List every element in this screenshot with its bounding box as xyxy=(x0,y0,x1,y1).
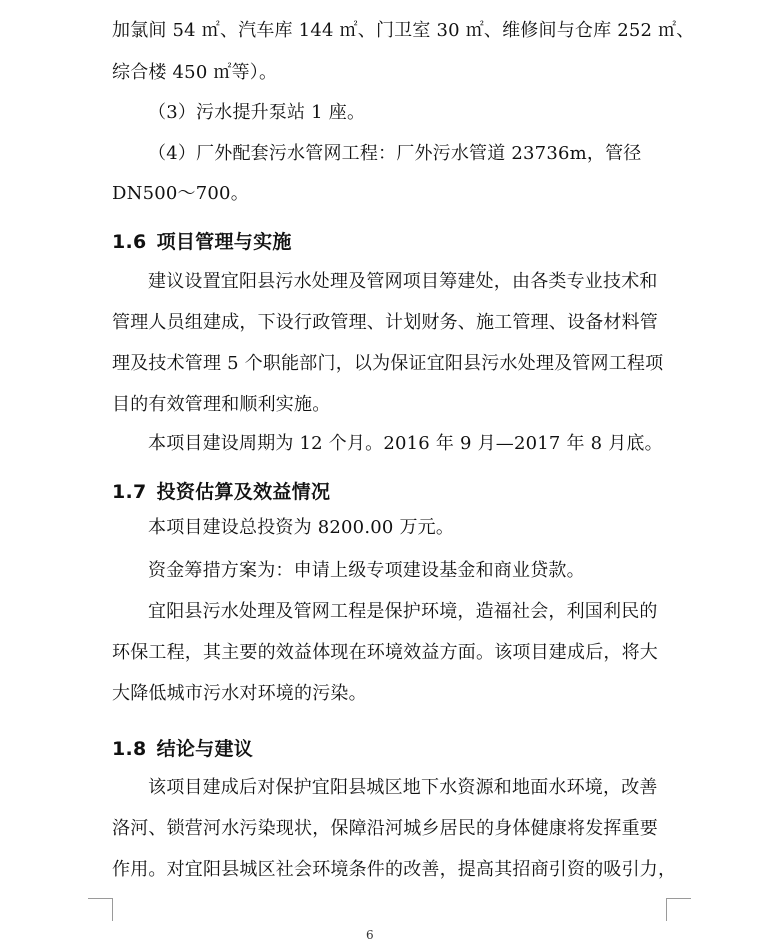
body-line: 综合楼 450 ㎡等）。 xyxy=(112,62,278,83)
paragraph-line: 资金筹措方案为：申请上级专项建设基金和商业贷款。 xyxy=(148,560,585,581)
paragraph-line: 该项目建成后对保护宜阳县城区地下水资源和地面水环境，改善 xyxy=(148,777,658,798)
section-number: 1.7 xyxy=(112,481,147,503)
paragraph-line: 大降低城市污水对环境的污染。 xyxy=(112,683,367,704)
page-corner-mark-left xyxy=(88,898,113,921)
body-line: 加氯间 54 ㎡、汽车库 144 ㎡、门卫室 30 ㎡、维修间与仓库 252 ㎡、 xyxy=(112,20,695,41)
paragraph-line: 洛河、锁营河水污染现状，保障沿河城乡居民的身体健康将发挥重要 xyxy=(112,818,658,839)
list-item-4: （4）厂外配套污水管网工程：厂外污水管道 23736m，管径 xyxy=(148,143,642,164)
page-corner-mark-right xyxy=(666,898,691,921)
section-number: 1.6 xyxy=(112,231,147,253)
body-line: DN500～700。 xyxy=(112,183,249,204)
section-heading-1-6 xyxy=(112,229,292,255)
section-title: 项目管理与实施 xyxy=(156,231,292,253)
section-number: 1.8 xyxy=(112,738,147,760)
paragraph-line: 本项目建设总投资为 8200.00 万元。 xyxy=(148,517,455,538)
paragraph-line: 环保工程，其主要的效益体现在环境效益方面。该项目建成后，将大 xyxy=(112,642,658,663)
paragraph-line: 建议设置宜阳县污水处理及管网项目筹建处，由各类专业技术和 xyxy=(148,271,658,292)
paragraph-line: 理及技术管理 5 个职能部门，以为保证宜阳县污水处理及管网工程项 xyxy=(112,353,664,374)
paragraph-line: 宜阳县污水处理及管网工程是保护环境，造福社会，利国利民的 xyxy=(148,601,658,622)
paragraph-line: 本项目建设周期为 12 个月。2016 年 9 月—2017 年 8 月底。 xyxy=(148,433,663,454)
section-heading-1-8 xyxy=(112,736,253,762)
list-item-3: （3）污水提升泵站 1 座。 xyxy=(148,102,366,123)
paragraph-line: 目的有效管理和顺利实施。 xyxy=(112,394,331,415)
section-title: 结论与建议 xyxy=(156,738,254,760)
paragraph-line: 作用。对宜阳县城区社会环境条件的改善，提高其招商引资的吸引力， xyxy=(112,859,677,880)
page-number: 6 xyxy=(366,928,374,942)
paragraph-line: 管理人员组建成，下设行政管理、计划财务、施工管理、设备材料管 xyxy=(112,312,658,333)
section-heading-1-7 xyxy=(112,479,330,505)
section-title: 投资估算及效益情况 xyxy=(156,481,331,503)
